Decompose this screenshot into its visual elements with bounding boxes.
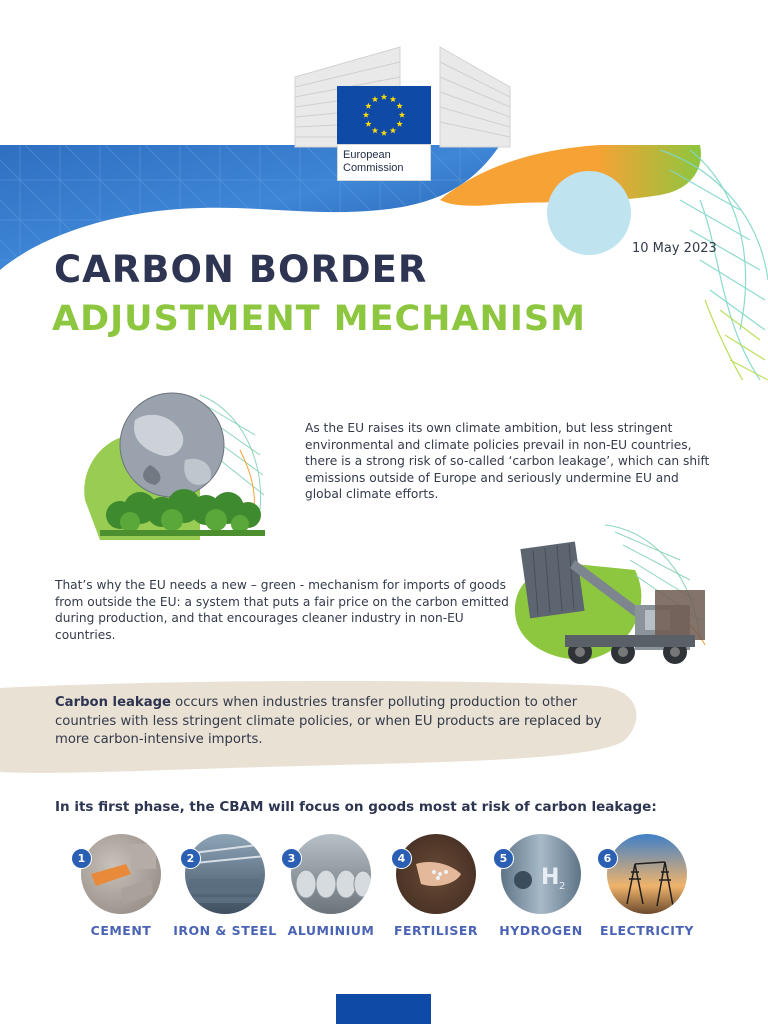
eu-star — [396, 121, 402, 127]
item-number-badge: 4 — [391, 848, 412, 869]
eu-stars-icon — [337, 86, 431, 144]
logo-text — [337, 144, 431, 181]
good-item-fertiliser — [376, 830, 496, 950]
eu-star — [365, 121, 371, 127]
logo-line-2: Commission — [343, 162, 404, 174]
good-label: ALUMINIUM — [287, 923, 375, 938]
eu-star — [372, 127, 378, 133]
earth-with-trees-image — [80, 390, 270, 540]
publication-date: 10 May 2023 — [632, 241, 717, 256]
svg-text:2: 2 — [559, 881, 566, 892]
eu-star — [390, 96, 396, 102]
good-label: ELECTRICITY — [600, 923, 694, 938]
eu-star — [381, 130, 387, 136]
container-handler-image — [505, 520, 715, 670]
good-item-electricity — [587, 830, 707, 950]
eu-star — [396, 103, 402, 109]
iron-steel-image — [185, 834, 265, 914]
goods-list — [0, 830, 768, 950]
title-line-2: ADJUSTMENT MECHANISM — [52, 299, 586, 339]
good-label: IRON & STEEL — [173, 923, 277, 938]
good-label: HYDROGEN — [499, 923, 583, 938]
hydrogen-image — [501, 834, 581, 914]
intro-paragraph: As the EU raises its own climate ambition, but less stringent environmental and climate policies prevail in non-EU countries, there is a strong risk of so-called ‘carbon leakage’, which can shift emissions outside of Europe and seriously undermine EU and global climate efforts. — [305, 421, 710, 501]
eu-star — [363, 112, 369, 118]
item-number-badge: 5 — [493, 848, 514, 869]
item-number-badge: 1 — [71, 848, 92, 869]
good-item-cement — [61, 830, 181, 950]
footer-bar — [336, 994, 431, 1024]
good-item-hydrogen — [481, 830, 601, 950]
eu-star — [372, 96, 378, 102]
fertiliser-image — [396, 834, 476, 914]
good-item-aluminium — [271, 830, 391, 950]
aluminium-image — [291, 834, 371, 914]
eu-star — [381, 94, 387, 100]
mechanism-paragraph: That’s why the EU needs a new – green - mechanism for imports of goods from outside the EU: a system that puts a fair price on the carbon emitted during production, and that encourages cleaner industry in non-EU countries. — [55, 578, 509, 642]
logo-line-1: European — [343, 149, 391, 161]
item-number-badge: 3 — [281, 848, 302, 869]
cement-image — [81, 834, 161, 914]
good-label: FERTILISER — [393, 923, 479, 938]
good-label: CEMENT — [90, 923, 152, 938]
carbon-leakage-definition — [55, 694, 615, 750]
svg-text:H: H — [541, 865, 560, 890]
electricity-image — [607, 834, 687, 914]
goods-heading: In its first phase, the CBAM will focus on goods most at risk of carbon leakage: — [55, 799, 657, 815]
eu-star — [390, 127, 396, 133]
eu-flag — [337, 86, 431, 144]
item-number-badge: 6 — [597, 848, 618, 869]
carbon-leakage-text: occurs when industries transfer polluting production to other countries with less stringent climate policies, or when EU products are replaced by more carbon-intensive imports. — [55, 695, 602, 747]
european-commission-logo — [337, 86, 431, 181]
carbon-leakage-term: Carbon leakage — [55, 695, 171, 710]
eu-star — [399, 112, 405, 118]
good-item-iron-steel — [165, 830, 285, 950]
eu-star — [365, 103, 371, 109]
item-number-badge: 2 — [180, 848, 201, 869]
title-line-1: CARBON BORDER — [54, 248, 428, 291]
